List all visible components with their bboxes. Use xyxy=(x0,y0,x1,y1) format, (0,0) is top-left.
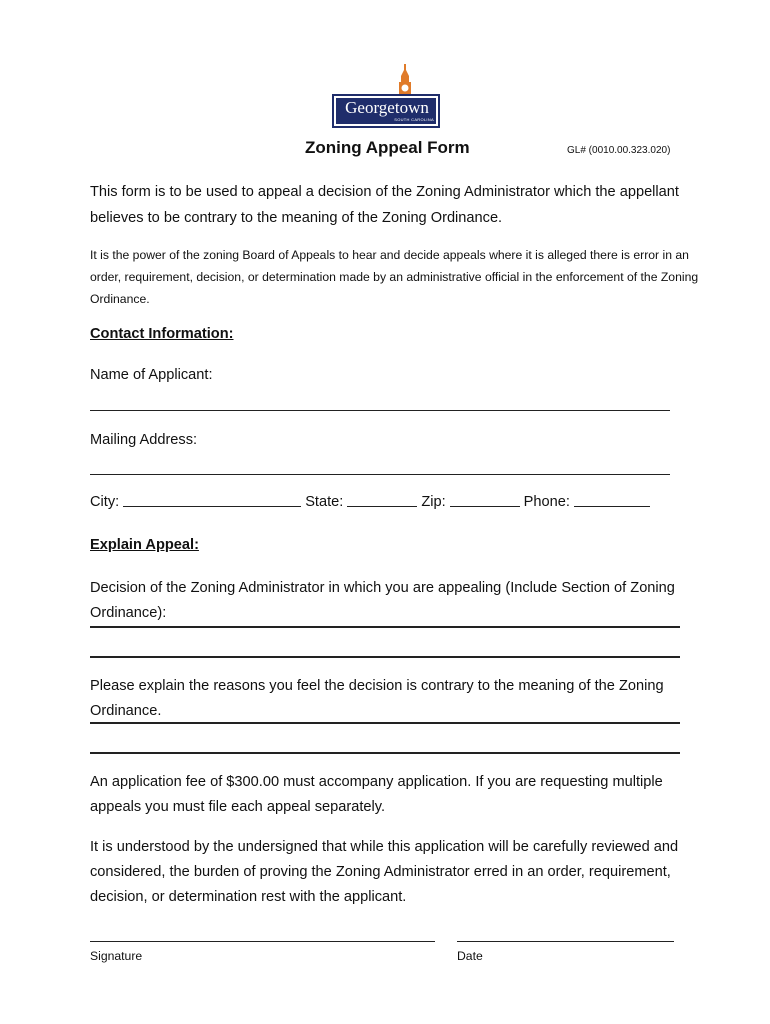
date-field[interactable] xyxy=(457,941,674,942)
mailing-address-field[interactable] xyxy=(90,474,670,475)
reasons-prompt: Please explain the reasons you feel the decision is contrary to the meaning of the Zoning Ordinance. xyxy=(90,678,664,719)
reasons-field-line-2[interactable] xyxy=(90,752,680,754)
mailing-address-label: Mailing Address: xyxy=(90,432,198,448)
phone-label: Phone: xyxy=(523,494,570,510)
power-paragraph: It is the power of the zoning Board of Appeals to hear and decide appeals where it is alleged there is error in an order, requirement, decision, or determination made by an administrative official in the enforcement of the Zoning Ordinance. xyxy=(90,248,699,306)
contact-heading: Contact Information: xyxy=(90,326,234,342)
reasons-field-line-1[interactable] xyxy=(90,722,680,724)
logo-subtext: SOUTH CAROLINA xyxy=(394,117,434,122)
understanding-paragraph: It is understood by the undersigned that while this application will be carefully reviewed and considered, the burden of proving the Zoning Administrator erred in an order, requirement, decision, or determination rest with the applicant. xyxy=(90,839,679,905)
name-field[interactable] xyxy=(90,410,670,411)
city-label: City: xyxy=(90,494,120,510)
decision-prompt: Decision of the Zoning Administrator in which you are appealing (Include Section of Zoning Ordinance): xyxy=(90,580,675,621)
state-field[interactable] xyxy=(347,506,417,507)
form-code: GL# (0010.00.323.020) xyxy=(567,145,671,156)
fee-paragraph: An application fee of $300.00 must accompany application. If you are requesting multiple appeals you must file each appeal separately. xyxy=(90,774,663,815)
signature-field[interactable] xyxy=(90,941,435,942)
georgetown-logo xyxy=(330,62,442,130)
name-label: Name of Applicant: xyxy=(90,367,213,383)
phone-field[interactable] xyxy=(574,506,650,507)
state-label: State: xyxy=(305,494,344,510)
date-label: Date xyxy=(457,949,483,963)
city-field[interactable] xyxy=(123,506,301,507)
appeal-heading: Explain Appeal: xyxy=(90,537,199,553)
logo-wordmark: Georgetown xyxy=(345,98,429,117)
intro-paragraph: This form is to be used to appeal a decision of the Zoning Administrator which the appellant believes to be contrary to the meaning of the Zoning Ordinance. xyxy=(90,184,679,226)
signature-label: Signature xyxy=(90,949,143,963)
zip-label: Zip: xyxy=(421,494,446,510)
city-state-zip-phone-row xyxy=(90,494,680,510)
decision-field-line-1[interactable] xyxy=(90,626,680,628)
page-title: Zoning Appeal Form xyxy=(305,138,470,157)
decision-field-line-2[interactable] xyxy=(90,656,680,658)
zip-field[interactable] xyxy=(450,506,520,507)
